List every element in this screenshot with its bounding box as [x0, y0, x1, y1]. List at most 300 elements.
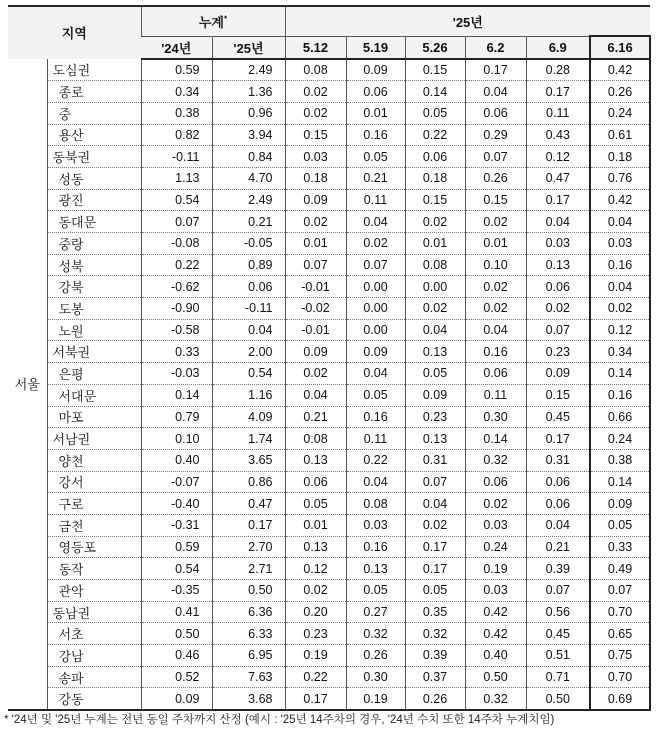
value-cell: 0.65	[590, 623, 650, 645]
table-row	[8, 146, 650, 168]
value-cell: 0.04	[465, 81, 526, 103]
value-cell: 0.02	[285, 81, 346, 103]
value-cell: 0.07	[526, 580, 590, 602]
district-name: 강서	[47, 471, 141, 493]
region-group-name: 서북권	[47, 341, 141, 363]
value-cell: 6.36	[212, 601, 285, 623]
col-header: 6.16	[590, 36, 650, 59]
value-cell: 0.32	[465, 449, 526, 471]
district-name: 동대문	[47, 211, 141, 233]
value-cell: -0.11	[212, 298, 285, 320]
value-cell: 0.01	[465, 233, 526, 255]
value-cell: 0.31	[526, 449, 590, 471]
value-cell: 0.15	[465, 189, 526, 211]
value-cell: 0.40	[465, 645, 526, 667]
value-cell: 0.22	[346, 449, 405, 471]
value-cell: 0.06	[526, 276, 590, 298]
value-cell: 0.07	[465, 146, 526, 168]
value-cell: 0.29	[465, 124, 526, 146]
district-name: 은평	[47, 363, 141, 385]
value-cell: 0.04	[346, 471, 405, 493]
value-cell: 0.18	[405, 167, 465, 189]
table-row	[8, 688, 650, 710]
value-cell: 0.27	[346, 601, 405, 623]
district-name: 서대문	[47, 384, 141, 406]
table-row	[8, 536, 650, 558]
value-cell: 0.54	[141, 558, 212, 580]
table-row	[8, 341, 650, 363]
value-cell: 0.08	[346, 493, 405, 515]
value-cell: 0.38	[590, 449, 650, 471]
value-cell: 0.09	[346, 59, 405, 81]
value-cell: -0.02	[285, 298, 346, 320]
value-cell: 0.39	[526, 558, 590, 580]
value-cell: 0.18	[590, 146, 650, 168]
value-cell: 0.19	[346, 688, 405, 710]
district-name: 동작	[47, 558, 141, 580]
value-cell: 2.49	[212, 59, 285, 81]
value-cell: -0.31	[141, 514, 212, 536]
value-cell: 0.75	[590, 645, 650, 667]
value-cell: 0.00	[346, 298, 405, 320]
value-cell: 0.04	[526, 514, 590, 536]
value-cell: 0.17	[285, 688, 346, 710]
value-cell: 0.52	[141, 666, 212, 688]
cumulative-header: 누계*	[141, 6, 285, 36]
value-cell: 0.26	[590, 81, 650, 103]
value-cell: 0.04	[465, 319, 526, 341]
value-cell: 0.09	[590, 493, 650, 515]
table-row	[8, 254, 650, 276]
value-cell: 0.82	[141, 124, 212, 146]
value-cell: 0.20	[285, 601, 346, 623]
value-cell: 0.42	[590, 189, 650, 211]
value-cell: -0.05	[212, 233, 285, 255]
district-name: 관악	[47, 580, 141, 602]
value-cell: -0.62	[141, 276, 212, 298]
value-cell: 0.71	[526, 666, 590, 688]
value-cell: 0.16	[346, 536, 405, 558]
district-name: 도봉	[47, 298, 141, 320]
value-cell: -0.35	[141, 580, 212, 602]
value-cell: 0.33	[590, 536, 650, 558]
value-cell: 0.14	[141, 384, 212, 406]
value-cell: 0.41	[141, 601, 212, 623]
col-header: 5.12	[285, 36, 346, 59]
table-row	[8, 406, 650, 428]
value-cell: 1.16	[212, 384, 285, 406]
value-cell: -0.40	[141, 493, 212, 515]
value-cell: 0.46	[141, 645, 212, 667]
value-cell: 0.70	[590, 666, 650, 688]
value-cell: 0.08	[405, 254, 465, 276]
value-cell: 0.11	[526, 102, 590, 124]
value-cell: 0.26	[465, 167, 526, 189]
value-cell: 0.02	[405, 514, 465, 536]
table-row	[8, 233, 650, 255]
value-cell: 0.84	[212, 146, 285, 168]
value-cell: 0.06	[465, 363, 526, 385]
value-cell: 0.19	[285, 645, 346, 667]
value-cell: 0.13	[285, 536, 346, 558]
value-cell: 0.49	[590, 558, 650, 580]
value-cell: 0.42	[590, 59, 650, 81]
value-cell: 0.22	[285, 666, 346, 688]
district-name: 중	[47, 102, 141, 124]
district-name: 노원	[47, 319, 141, 341]
value-cell: 0.07	[346, 254, 405, 276]
value-cell: 0.19	[465, 558, 526, 580]
district-name: 강동	[47, 688, 141, 710]
value-cell: 0.16	[590, 254, 650, 276]
value-cell: 0.02	[465, 298, 526, 320]
value-cell: 0.61	[590, 124, 650, 146]
value-cell: 0.07	[590, 580, 650, 602]
value-cell: 0.24	[465, 536, 526, 558]
region-header: 지역	[8, 6, 141, 59]
table-row	[8, 666, 650, 688]
table-row	[8, 645, 650, 667]
value-cell: 0.06	[465, 471, 526, 493]
value-cell: 0.08	[285, 59, 346, 81]
value-cell: 0.02	[465, 211, 526, 233]
value-cell: 0.04	[590, 276, 650, 298]
value-cell: 0.15	[405, 59, 465, 81]
value-cell: 0.59	[141, 536, 212, 558]
value-cell: 0.30	[465, 406, 526, 428]
table-row	[8, 319, 650, 341]
value-cell: 0.30	[346, 666, 405, 688]
value-cell: 0.02	[590, 298, 650, 320]
district-name: 성동	[47, 167, 141, 189]
table-row	[8, 124, 650, 146]
value-cell: 0.00	[405, 276, 465, 298]
value-cell: 0.28	[526, 59, 590, 81]
value-cell: 0.70	[590, 601, 650, 623]
value-cell: 0.13	[405, 341, 465, 363]
value-cell: 0.37	[405, 666, 465, 688]
value-cell: 0.05	[346, 580, 405, 602]
value-cell: 0.06	[405, 146, 465, 168]
value-cell: -0.08	[141, 233, 212, 255]
value-cell: 0.03	[465, 580, 526, 602]
value-cell: 0.23	[285, 623, 346, 645]
region-group-name: 도심권	[47, 59, 141, 81]
value-cell: 0.03	[285, 146, 346, 168]
value-cell: 4.09	[212, 406, 285, 428]
value-cell: 0.10	[465, 254, 526, 276]
table-row	[8, 514, 650, 536]
value-cell: 0.01	[346, 102, 405, 124]
value-cell: 0.14	[590, 471, 650, 493]
value-cell: 0.02	[346, 233, 405, 255]
value-cell: 0.16	[590, 384, 650, 406]
value-cell: 0.05	[405, 102, 465, 124]
footnote: * '24년 및 '25년 누계는 전년 동일 주차까지 산정 (예시 : '25년 14주차의 경우, '24년 수치 또한 14주차 누계치임)	[4, 714, 555, 726]
value-cell: 0.16	[346, 406, 405, 428]
value-cell: -0.07	[141, 471, 212, 493]
value-cell: 0.06	[526, 493, 590, 515]
table-row	[8, 189, 650, 211]
value-cell: 0.02	[405, 211, 465, 233]
value-cell: 0.07	[285, 254, 346, 276]
table-row	[8, 449, 650, 471]
value-cell: 0.09	[141, 688, 212, 710]
value-cell: 0.14	[590, 363, 650, 385]
district-name: 중랑	[47, 233, 141, 255]
price-change-table	[8, 5, 651, 711]
value-cell: 0.10	[141, 428, 212, 450]
value-cell: 0.12	[526, 146, 590, 168]
value-cell: 0.22	[405, 124, 465, 146]
district-name: 송파	[47, 666, 141, 688]
value-cell: 0.40	[141, 449, 212, 471]
region-group-name: 동북권	[47, 146, 141, 168]
value-cell: 0.11	[346, 189, 405, 211]
value-cell: 0.21	[526, 536, 590, 558]
value-cell: 1.13	[141, 167, 212, 189]
table-row	[8, 211, 650, 233]
value-cell: 0.76	[590, 167, 650, 189]
table-row	[8, 493, 650, 515]
value-cell: 0.50	[212, 580, 285, 602]
value-cell: 0.09	[285, 341, 346, 363]
table-row	[8, 276, 650, 298]
value-cell: 0.32	[465, 688, 526, 710]
value-cell: 0.21	[346, 167, 405, 189]
value-cell: 2.49	[212, 189, 285, 211]
value-cell: 0.13	[285, 449, 346, 471]
value-cell: 0.08	[285, 428, 346, 450]
col-header: 6.9	[526, 36, 590, 59]
district-name: 구로	[47, 493, 141, 515]
value-cell: 0.06	[212, 276, 285, 298]
value-cell: 0.56	[526, 601, 590, 623]
region-group-name: 서남권	[47, 428, 141, 450]
district-name: 양천	[47, 449, 141, 471]
value-cell: 0.01	[405, 233, 465, 255]
col-header: 5.19	[346, 36, 405, 59]
city-cell: 서울	[8, 59, 47, 711]
col-header: 6.2	[465, 36, 526, 59]
value-cell: 0.04	[212, 319, 285, 341]
value-cell: 0.13	[526, 254, 590, 276]
value-cell: 0.06	[465, 102, 526, 124]
value-cell: 0.22	[141, 254, 212, 276]
value-cell: 0.51	[526, 645, 590, 667]
value-cell: 0.47	[526, 167, 590, 189]
col-header: 5.26	[405, 36, 465, 59]
value-cell: 0.66	[590, 406, 650, 428]
table-row	[8, 471, 650, 493]
value-cell: 3.68	[212, 688, 285, 710]
value-cell: 0.54	[141, 189, 212, 211]
table-row	[8, 623, 650, 645]
district-name: 영등포	[47, 536, 141, 558]
value-cell: 0.38	[141, 102, 212, 124]
value-cell: 0.24	[590, 428, 650, 450]
value-cell: 0.32	[346, 623, 405, 645]
value-cell: 0.17	[526, 81, 590, 103]
value-cell: 0.04	[346, 211, 405, 233]
value-cell: 0.04	[526, 211, 590, 233]
value-cell: 7.63	[212, 666, 285, 688]
value-cell: 0.24	[590, 102, 650, 124]
value-cell: 0.05	[405, 363, 465, 385]
value-cell: 0.05	[285, 493, 346, 515]
table-row	[8, 81, 650, 103]
value-cell: 0.21	[212, 211, 285, 233]
table-row	[8, 384, 650, 406]
value-cell: 0.02	[285, 363, 346, 385]
value-cell: 0.86	[212, 471, 285, 493]
district-name: 마포	[47, 406, 141, 428]
value-cell: 0.34	[590, 341, 650, 363]
value-cell: 0.45	[526, 623, 590, 645]
value-cell: -0.01	[285, 276, 346, 298]
value-cell: 0.69	[590, 688, 650, 710]
value-cell: 0.23	[405, 406, 465, 428]
value-cell: -0.01	[285, 319, 346, 341]
value-cell: 0.06	[346, 81, 405, 103]
value-cell: 0.06	[526, 471, 590, 493]
value-cell: 0.54	[212, 363, 285, 385]
value-cell: 0.96	[212, 102, 285, 124]
value-cell: 2.70	[212, 536, 285, 558]
value-cell: 0.13	[405, 428, 465, 450]
value-cell: 0.23	[526, 341, 590, 363]
value-cell: 0.59	[141, 59, 212, 81]
value-cell: 0.89	[212, 254, 285, 276]
value-cell: 0.03	[590, 233, 650, 255]
district-name: 종로	[47, 81, 141, 103]
value-cell: 0.06	[285, 471, 346, 493]
value-cell: 0.05	[590, 514, 650, 536]
value-cell: 0.02	[285, 580, 346, 602]
value-cell: 0.02	[285, 211, 346, 233]
value-cell: 0.00	[346, 319, 405, 341]
value-cell: 0.45	[526, 406, 590, 428]
value-cell: 0.16	[465, 341, 526, 363]
value-cell: 0.13	[346, 558, 405, 580]
value-cell: 0.02	[285, 102, 346, 124]
value-cell: 0.07	[526, 319, 590, 341]
value-cell: 0.02	[526, 298, 590, 320]
value-cell: 0.47	[212, 493, 285, 515]
value-cell: -0.90	[141, 298, 212, 320]
value-cell: 0.17	[526, 428, 590, 450]
value-cell: 0.04	[405, 319, 465, 341]
value-cell: 2.00	[212, 341, 285, 363]
value-cell: 0.02	[405, 298, 465, 320]
value-cell: 6.33	[212, 623, 285, 645]
value-cell: 0.42	[465, 601, 526, 623]
value-cell: -0.11	[141, 146, 212, 168]
value-cell: 0.34	[141, 81, 212, 103]
district-name: 성북	[47, 254, 141, 276]
value-cell: 0.17	[405, 558, 465, 580]
value-cell: 0.35	[405, 601, 465, 623]
value-cell: 2.71	[212, 558, 285, 580]
value-cell: 0.17	[526, 189, 590, 211]
value-cell: 0.15	[526, 384, 590, 406]
value-cell: 0.17	[212, 514, 285, 536]
table-row	[8, 558, 650, 580]
district-name: 금천	[47, 514, 141, 536]
table-row	[8, 601, 650, 623]
value-cell: 1.74	[212, 428, 285, 450]
region-group-name: 동남권	[47, 601, 141, 623]
table-row	[8, 298, 650, 320]
value-cell: 0.01	[285, 514, 346, 536]
table-row	[8, 580, 650, 602]
value-cell: 3.94	[212, 124, 285, 146]
value-cell: 0.05	[346, 384, 405, 406]
value-cell: 0.04	[590, 211, 650, 233]
value-cell: 0.05	[405, 580, 465, 602]
value-cell: 6.95	[212, 645, 285, 667]
table-row	[8, 428, 650, 450]
value-cell: 0.07	[141, 211, 212, 233]
value-cell: -0.03	[141, 363, 212, 385]
value-cell: 0.50	[526, 688, 590, 710]
value-cell: 0.03	[465, 514, 526, 536]
district-name: 강북	[47, 276, 141, 298]
value-cell: 0.02	[465, 493, 526, 515]
col-header: '25년	[212, 36, 285, 59]
value-cell: 0.11	[346, 428, 405, 450]
value-cell: 0.33	[141, 341, 212, 363]
value-cell: 0.03	[526, 233, 590, 255]
value-cell: 0.01	[285, 233, 346, 255]
value-cell: 0.02	[465, 276, 526, 298]
value-cell: 1.36	[212, 81, 285, 103]
year25-header: '25년	[285, 6, 650, 36]
value-cell: 0.42	[465, 623, 526, 645]
value-cell: 0.17	[465, 59, 526, 81]
value-cell: 0.14	[405, 81, 465, 103]
value-cell: 0.07	[405, 471, 465, 493]
value-cell: 0.15	[405, 189, 465, 211]
district-name: 광진	[47, 189, 141, 211]
value-cell: 0.18	[285, 167, 346, 189]
district-name: 강남	[47, 645, 141, 667]
district-name: 서초	[47, 623, 141, 645]
value-cell: 0.26	[346, 645, 405, 667]
value-cell: 0.05	[346, 146, 405, 168]
value-cell: 0.04	[285, 384, 346, 406]
table-row	[8, 363, 650, 385]
value-cell: 0.09	[405, 384, 465, 406]
value-cell: 0.21	[285, 406, 346, 428]
value-cell: 0.79	[141, 406, 212, 428]
value-cell: 0.04	[405, 493, 465, 515]
value-cell: 0.12	[590, 319, 650, 341]
table-row	[8, 167, 650, 189]
district-name: 용산	[47, 124, 141, 146]
value-cell: 0.31	[405, 449, 465, 471]
table-row	[8, 59, 650, 81]
table-row	[8, 102, 650, 124]
col-header: '24년	[141, 36, 212, 59]
value-cell: 3.65	[212, 449, 285, 471]
value-cell: 0.39	[405, 645, 465, 667]
value-cell: 0.09	[285, 189, 346, 211]
value-cell: 0.04	[346, 363, 405, 385]
value-cell: 0.09	[526, 363, 590, 385]
value-cell: 0.14	[465, 428, 526, 450]
header-row-1	[8, 6, 650, 36]
